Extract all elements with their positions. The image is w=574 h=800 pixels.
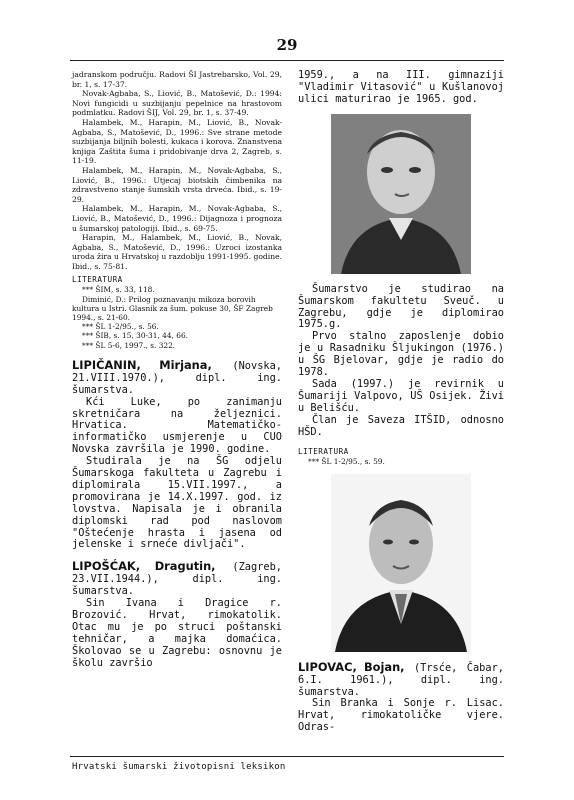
bibliography-list: [72, 70, 282, 271]
literatura-item: Diminić, D.: Prilog poznavanju mikoza borovih kultura u Istri. Glasnik za šum. pokuse 30, ŠF Zagreb 1994., s. 21-60.: [72, 294, 273, 323]
portrait-photo-lipovac: [331, 474, 471, 652]
literatura-item: *** ŠL 1-2/95., s. 59.: [308, 456, 385, 466]
bibliography-entry: jadranskom području. Radovi ŠI Jastrebarsko, Vol. 29, br. 1, s. 17-37.: [72, 70, 282, 89]
entry-paragraph: Prvo stalno zaposlenje dobio je u Rasadniku Šljukingon (1976.) u ŠG Bjelovar, gdje je radio do 1978.: [298, 330, 504, 379]
header-rule: [70, 60, 504, 61]
entry-paragraph: Sin Ivana i Dragice r. Brozović. Hrvat, rimokatolik. Otac mu je po struci poštanski tehničar, a majka domaćica. Školovao se u Zagrebu: osnovnu je školu završio: [72, 597, 282, 669]
footer-title: Hrvatski šumarski životopisni leksikon: [72, 762, 286, 772]
entry-name: LIPOVAC, Bojan,: [298, 659, 405, 674]
entry-liposcak-continued: [298, 70, 504, 106]
entry-paragraph: Kći Luke, po zanimanju skretničara na željeznici. Hrvatica. Matematičko-informatičko usmjerenje u CUO Novska završila je 1990. godine.: [72, 395, 282, 456]
right-column: [298, 70, 504, 734]
literatura-list: [72, 285, 282, 349]
entry-paragraph: Sin Branka i Sonje r. Lisac. Hrvat, rimokatoličke vjere. Odras-: [298, 697, 504, 734]
literatura-list: [298, 457, 504, 466]
literatura-item: *** ŠIM, s. 33, 118.: [82, 285, 155, 295]
literatura-item: *** ŠL 5-6, 1997., s. 322.: [82, 340, 176, 350]
entry-paragraph: 1959., a na III. gimnaziji "Vladimir Vitasović" u Kušlanovoj ulici maturirao je 1965. god.: [298, 69, 504, 105]
bibliography-entry: Halambek, M., Harapin, M., Liović, B., Novak-Agbaba, S., Matošević, D., 1996.: Sve strane metode suzbijanja biljnih bolesti, kukaca i korova. Znanstvena knjiga Zaštita šuma i pridobivanje drva 2, Zagreb, s. 11-19.: [72, 117, 282, 166]
entry-paragraph: Šumarstvo je studirao na Šumarskom fakultetu Sveuč. u Zagrebu, gdje je diplomirao 1975.g.: [298, 282, 504, 331]
entry-lipovac: [298, 659, 504, 734]
entry-paragraph: Član je Saveza ITŠID, odnosno HŠD.: [298, 413, 504, 438]
entry-intro: (Trsće, Čabar, 6.I. 1961.), dipl. ing. šumarstva.: [298, 661, 504, 698]
entry-name: LIPOŠĆAK, Dragutin,: [72, 559, 216, 574]
literatura-item: *** ŠIB, s. 15, 30-31, 44, 66.: [82, 331, 189, 341]
entry-paragraph: Studirala je na ŠG odjelu Šumarskoga fakulteta u Zagrebu i diplomirala 15.VII.1997., a promovirana je 14.X.1997. god. iz lovstva. Napisala je i obranila diplomski rad pod naslovom "Oštećenje hrasta i jasena od jelenske i srneće divljači".: [72, 455, 282, 551]
entry-intro: (Zagreb, 23.VII.1944.), dipl. ing. šumarstva.: [72, 561, 282, 598]
literatura-item: *** ŠL 1-2/95., s. 56.: [82, 322, 159, 332]
bibliography-entry: Novak-Agbaba, S., Liović, B., Matošević, D.: 1994: Novi fungicidi u suzbijanju pepelnice na hrastovom podmlatku. Radovi ŠIJ, Vol. 29, br. 1, s. 37-49.: [72, 89, 282, 118]
footer-rule: [70, 756, 504, 757]
bibliography-entry: Harapin, M., Halambek, M., Liović, B., Novak, Agbaba, S., Matošević, D., 1996.: Uzroci izostanka uroda žira u Hrvatskoj u razdoblju 1991-1995. godine. Ibid., s. 75-81.: [72, 233, 282, 271]
portrait-photo-liposcak: [331, 114, 471, 274]
left-column: [72, 70, 282, 670]
bibliography-entry: Halambek, M., Harapin, M., Novak-Agbaba, S., Liović, B., Matošević, D., 1996.: Dijagnoza i prognoza u šumarskoj patologiji. Ibid., s. 69-75.: [72, 204, 282, 233]
entry-lipicanin: [72, 357, 282, 552]
entry-paragraph: Sada (1997.) je revirnik u Šumariji Valpovo, UŠ Osijek. Živi u Belišću.: [298, 377, 504, 414]
entry-intro: (Novska, 21.VIII.1970.), dipl. ing. šumarstva.: [72, 359, 282, 396]
bibliography-entry: Halambek, M., Harapin, M., Novak-Agbaba, S., Liović, B., 1996.: Utjecaj biotskih čimbenika na zdravstveno stanje šumskih vrsta drveća. Ibid., s. 19-29.: [72, 165, 282, 204]
entry-liposcak-career: [298, 284, 504, 439]
literatura-heading: LITERATURA: [72, 275, 123, 285]
entry-liposcak: [72, 561, 282, 669]
literatura-heading: LITERATURA: [298, 446, 349, 456]
entry-name: LIPIČANIN, Mirjana,: [72, 357, 212, 372]
page-number: 29: [276, 36, 298, 54]
